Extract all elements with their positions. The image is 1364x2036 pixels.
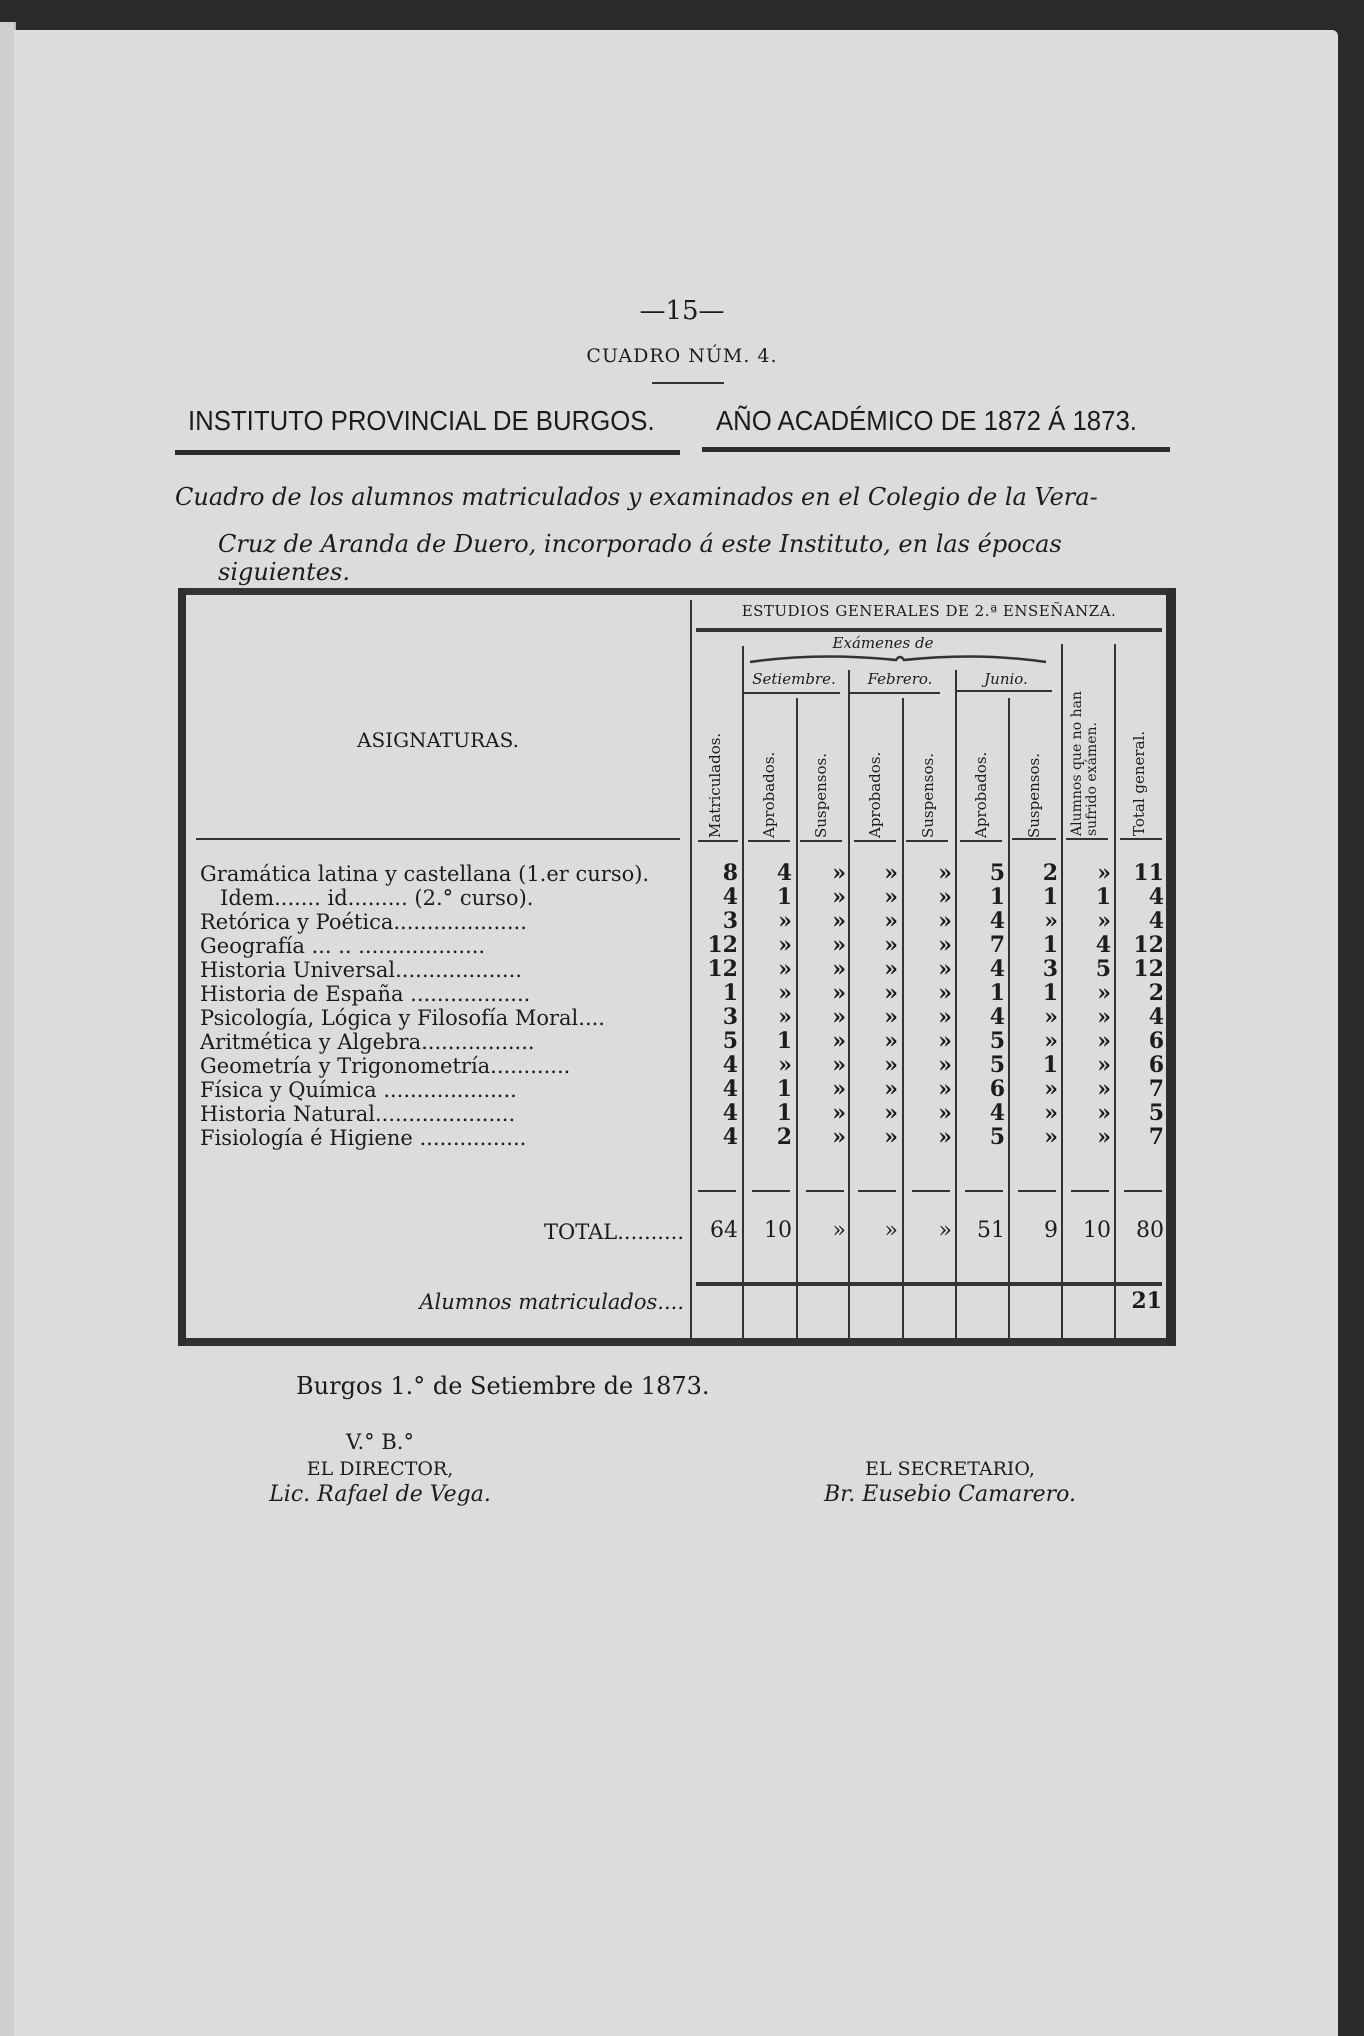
enrollment-table [178,588,1176,1348]
table-cell: 6 [1148,1052,1164,1078]
table-cell: 5 [1095,956,1111,982]
subject-label: Geometría y Trigonometría............ [200,1054,571,1078]
table-cell: » [832,1004,846,1030]
header-tick [1120,838,1162,840]
table-cell: 4 [989,1100,1005,1126]
table-cell: 2 [776,1124,792,1150]
academic-year-title: AÑO ACADÉMICO DE 1872 Á 1873. [716,405,1137,436]
subject-label: Aritmética y Algebra................. [200,1030,535,1054]
col-header-suspensos-setiembre: Suspensos. [812,753,830,838]
title-underline-right [702,447,1170,452]
table-cell: 12 [707,932,738,958]
table-cell: 4 [989,956,1005,982]
table-cell: » [884,884,898,910]
examenes-header: Exámenes de [832,634,934,652]
period-rule [956,690,1052,692]
table-cell: » [938,932,952,958]
divider [652,382,724,384]
table-cell: » [1097,1052,1111,1078]
table-cell: » [832,1100,846,1126]
table-cell: » [938,1124,952,1150]
table-cell: » [778,1052,792,1078]
caption-line-2: Cruz de Aranda de Duero, incorporado á este Instituto, en las épocas siguientes. [218,530,1062,586]
total-cell: » [832,1218,846,1243]
table-cell: » [832,1124,846,1150]
table-cell: 5 [989,1124,1005,1150]
header-tick [1012,838,1056,840]
table-cell: » [1097,1100,1111,1126]
table-cell: » [938,908,952,934]
table-cell: » [938,1076,952,1102]
total-cell: 10 [1083,1218,1111,1243]
secretary-name: Br. Eusebio Camarero. [824,1482,1076,1507]
separator-tick [912,1190,950,1192]
page-number: —15— [639,296,725,326]
total-cell: 64 [710,1218,738,1243]
separator-tick [698,1190,736,1192]
table-cell: 4 [1095,932,1111,958]
table-cell: 5 [722,1028,738,1054]
total-cell: 51 [977,1218,1005,1243]
col-header-suspensos-febrero: Suspensos. [919,753,937,838]
table-cell: 7 [1148,1076,1164,1102]
table-cell: » [938,1052,952,1078]
table-cell: » [778,1004,792,1030]
total-cell: » [938,1218,952,1243]
subject-label: Historia Universal................... [200,958,522,982]
table-cell: 6 [989,1076,1005,1102]
period-setiembre: Setiembre. [752,670,836,688]
table-cell: 7 [1148,1124,1164,1150]
separator-tick [806,1190,844,1192]
period-junio: Junio. [984,670,1028,688]
header-tick [800,840,842,842]
table-cell: 4 [1148,1004,1164,1030]
table-border-left [178,588,186,1346]
table-border-top [178,588,1176,595]
table-cell: 5 [989,1052,1005,1078]
total-cell: 9 [1044,1218,1058,1243]
subject-label: Geografía ... .. ................... [200,934,486,958]
table-cell: » [938,1004,952,1030]
group-header: ESTUDIOS GENERALES DE 2.ª ENSEÑANZA. [741,602,1117,620]
title-underline-left [175,450,680,455]
table-cell: 11 [1133,860,1164,886]
total-cell: 10 [764,1218,792,1243]
col-header-aprobados-febrero: Aprobados. [866,751,884,838]
table-cell: » [832,860,846,886]
header-tick [906,840,948,842]
separator-tick [1018,1190,1056,1192]
table-cell: » [832,956,846,982]
table-cell: 4 [722,1076,738,1102]
table-cell: 1 [1042,932,1058,958]
table-cell: » [884,980,898,1006]
group-header-rule [696,628,1162,632]
table-cell: 4 [722,1100,738,1126]
separator-tick [965,1190,1003,1192]
table-cell: » [884,1076,898,1102]
table-cell: » [884,932,898,958]
separator-tick [752,1190,790,1192]
table-cell: » [832,1028,846,1054]
col-header-aprobados-setiembre: Aprobados. [760,751,778,838]
table-cell: » [884,1028,898,1054]
table-cell: » [938,1028,952,1054]
subject-label: Retórica y Poética.................... [200,910,527,934]
table-cell: » [1097,908,1111,934]
table-cell: 3 [1042,956,1058,982]
period-rule [850,692,940,694]
subject-label: Historia de España .................. [200,982,531,1006]
table-cell: » [832,1076,846,1102]
table-cell: » [884,908,898,934]
institute-title: INSTITUTO PROVINCIAL DE BURGOS. [188,405,655,436]
table-cell: » [832,884,846,910]
total-label: TOTAL.......... [544,1220,684,1244]
col-header-suspensos-junio: Suspensos. [1025,753,1043,838]
table-cell: » [1044,908,1058,934]
date-line: Burgos 1.° de Setiembre de 1873. [296,1372,710,1400]
table-cell: 1 [989,884,1005,910]
subject-label: Gramática latina y castellana (1.er curso). [200,862,650,886]
caption-line-1: Cuadro de los alumnos matriculados y examinados en el Colegio de la Vera- [175,483,1098,511]
table-cell: » [1044,1124,1058,1150]
table-cell: » [1097,860,1111,886]
table-cell: 4 [722,1124,738,1150]
table-cell: » [938,884,952,910]
director-title: EL DIRECTOR, [306,1458,454,1480]
table-cell: » [1044,1100,1058,1126]
header-tick [698,840,738,842]
table-cell: 4 [989,908,1005,934]
subject-label: Psicología, Lógica y Filosofía Moral.... [200,1006,605,1030]
table-cell: 8 [722,860,738,886]
total-cell: » [884,1218,898,1243]
period-rule [744,692,840,694]
col-header-aprobados-junio: Aprobados. [972,751,990,838]
separator-tick [858,1190,896,1192]
brace-decoration [748,650,1048,664]
table-cell: 5 [1148,1100,1164,1126]
table-cell: » [884,860,898,886]
visto-bueno: V.° B.° [346,1430,414,1454]
table-cell: » [1097,1028,1111,1054]
table-cell: 12 [1133,932,1164,958]
director-name: Lic. Rafael de Vega. [269,1482,491,1507]
table-cell: 4 [1148,884,1164,910]
subject-label: Historia Natural..................... [200,1102,516,1126]
table-cell: 7 [989,932,1005,958]
table-cell: 1 [776,1100,792,1126]
table-cell: » [884,1100,898,1126]
table-cell: 12 [707,956,738,982]
table-cell: » [832,1052,846,1078]
table-cell: 1 [989,980,1005,1006]
table-cell: » [1044,1076,1058,1102]
table-cell: » [884,956,898,982]
table-cell: 4 [722,884,738,910]
table-border-bottom [178,1338,1176,1346]
table-cell: 3 [722,908,738,934]
subjects-header-rule [196,838,680,840]
table-cell: » [938,980,952,1006]
table-cell: 1 [1042,1052,1058,1078]
table-cell: 3 [722,1004,738,1030]
table-cell: » [1097,1124,1111,1150]
table-cell: 2 [1148,980,1164,1006]
table-cell: » [1044,1028,1058,1054]
table-cell: 5 [989,1028,1005,1054]
table-cell: » [938,860,952,886]
table-cell: 1 [776,1076,792,1102]
table-cell: » [938,956,952,982]
table-cell: 12 [1133,956,1164,982]
table-cell: 2 [1042,860,1058,886]
subject-label: Física y Química .................... [200,1078,517,1102]
header-tick [748,840,790,842]
table-cell: » [1097,1076,1111,1102]
header-tick [1066,838,1108,840]
header-tick [960,840,1002,842]
col-header-matriculados: Matriculados. [706,732,724,838]
table-cell: » [884,1004,898,1030]
table-cell: » [778,956,792,982]
table-cell: » [778,932,792,958]
table-border-right [1166,588,1176,1346]
header-tick [854,840,896,842]
table-cell: » [832,908,846,934]
table-cell: 1 [1042,980,1058,1006]
table-cell: 1 [722,980,738,1006]
secretary-title: EL SECRETARIO, [865,1458,1035,1480]
table-cell: » [1097,1004,1111,1030]
table-cell: » [1097,980,1111,1006]
table-cell: 4 [776,860,792,886]
table-cell: » [884,1124,898,1150]
table-cell: » [938,1100,952,1126]
table-cell: » [884,1052,898,1078]
table-cell: 1 [776,1028,792,1054]
subject-label: Fisiología é Higiene ................ [200,1126,527,1150]
table-cell: 6 [1148,1028,1164,1054]
enrolled-rule [696,1282,1162,1286]
period-febrero: Febrero. [867,670,933,688]
col-header-total-general: Total general. [1130,730,1148,836]
enrolled-label: Alumnos matriculados.... [419,1290,684,1314]
table-cell: 1 [776,884,792,910]
total-cell: 80 [1136,1218,1164,1243]
separator-tick [1071,1190,1109,1192]
table-cell: » [778,908,792,934]
table-cell: 4 [1148,908,1164,934]
table-cell: » [832,980,846,1006]
subject-label: Idem....... id......... (2.° curso). [200,886,534,910]
subjects-header: ASIGNATURAS. [357,728,519,752]
enrolled-value: 21 [1131,1288,1162,1314]
table-cell: 5 [989,860,1005,886]
table-cell: » [832,932,846,958]
separator-tick [1124,1190,1162,1192]
table-cell: 4 [722,1052,738,1078]
table-cell: 1 [1042,884,1058,910]
cuadro-label: CUADRO NÚM. 4. [586,345,778,367]
col-header-sin-examen: Alumnos que no han sufrido exámen. [1069,691,1100,836]
table-cell: » [778,980,792,1006]
table-cell: 1 [1095,884,1111,910]
table-cell: 4 [989,1004,1005,1030]
table-cell: » [1044,1004,1058,1030]
